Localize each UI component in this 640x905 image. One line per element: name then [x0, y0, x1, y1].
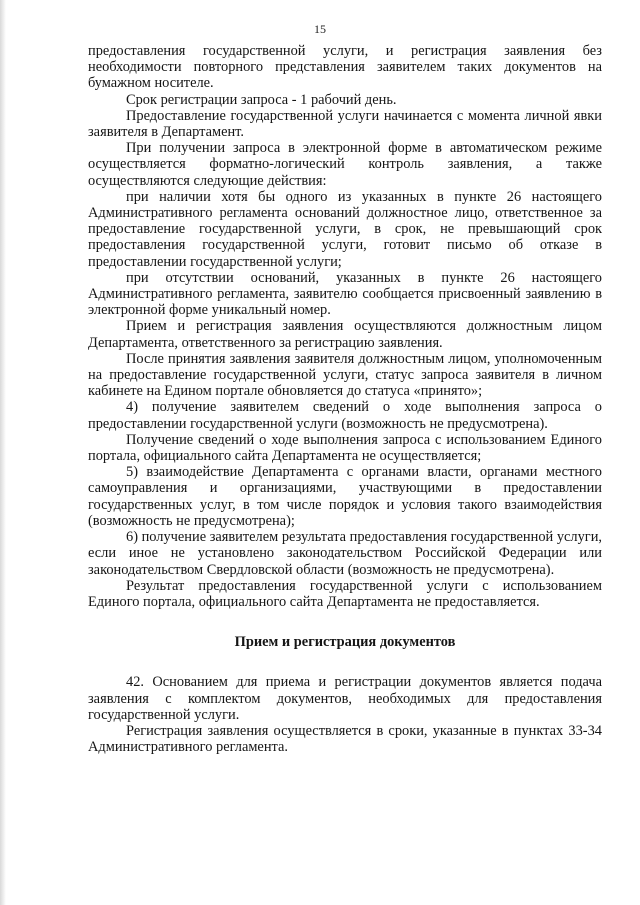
paragraph-7: После принятия заявления заявителя должностным лицом, уполномоченным на предоставление государственной услуги, статус запроса заявителя в личном кабинете на Едином портале обновляется до статуса «принято»; [88, 350, 602, 400]
paragraph-11: 6) получение заявителем результата предоставления государственной услуги, если иное не установлено законодательством Российской Федерации или законодательством Свердловской области (возможность не предусмотрена). [88, 529, 602, 578]
paragraph-13: 42. Основанием для приема и регистрации документов является подача заявления с комплектом документов, необходимых для предоставления государственной услуги. [88, 674, 602, 723]
paragraph-12: Результат предоставления государственной услуги с использованием Единого портала, официального сайта Департамента не предоставляется. [88, 577, 602, 610]
section-heading: Прием и регистрация документов [234, 634, 456, 651]
document-body [88, 43, 602, 755]
paragraph-5: при отсутствии оснований, указанных в пункте 26 настоящего Административного регламента, заявителю сообщается присвоенный заявлению в электронной форме уникальный номер. [88, 269, 602, 319]
paragraph-0: предоставления государственной услуги, и регистрация заявления без необходимости повторного представления заявителем таких документов на бумажном носителе. [88, 43, 602, 92]
paragraph-2: Предоставление государственной услуги начинается с момента личной явки заявителя в Департамент. [88, 107, 602, 141]
page-number: 15 [314, 22, 326, 36]
paragraph-10: 5) взаимодействие Департамента с органами власти, органами местного самоуправления и организациями, участвующими в предоставлении государственных услуг, в том числе порядок и условия такого взаимодействия (возможность не предусмотрена); [88, 464, 602, 529]
paragraph-14: Регистрация заявления осуществляется в сроки, указанные в пунктах 33-34 Административного регламента. [88, 722, 602, 756]
paragraph-4: при наличии хотя бы одного из указанных в пункте 26 настоящего Административного регламента оснований должностное лицо, ответственное за предоставление государственной услуги, в срок, не превышающий срок предоставления государственной услуги, готовит письмо об отказе в предоставлении государственной услуги; [88, 188, 602, 270]
paragraph-3: При получении запроса в электронной форме в автоматическом режиме осуществляется форматно-логический контроль заявления, а также осуществляются следующие действия: [88, 140, 602, 189]
paragraph-6: Прием и регистрация заявления осуществляются должностным лицом Департамента, ответственного за регистрацию заявления. [88, 318, 602, 351]
paragraph-8: 4) получение заявителем сведений о ходе выполнения запроса о предоставлении государственной услуги (возможность не предусмотрена). [88, 399, 602, 432]
paragraph-9: Получение сведений о ходе выполнения запроса с использованием Единого портала, официального сайта Департамента не осуществляется; [88, 431, 602, 465]
scan-edge-shadow [0, 0, 6, 905]
paragraph-1: Срок регистрации запроса - 1 рабочий день. [126, 91, 397, 108]
